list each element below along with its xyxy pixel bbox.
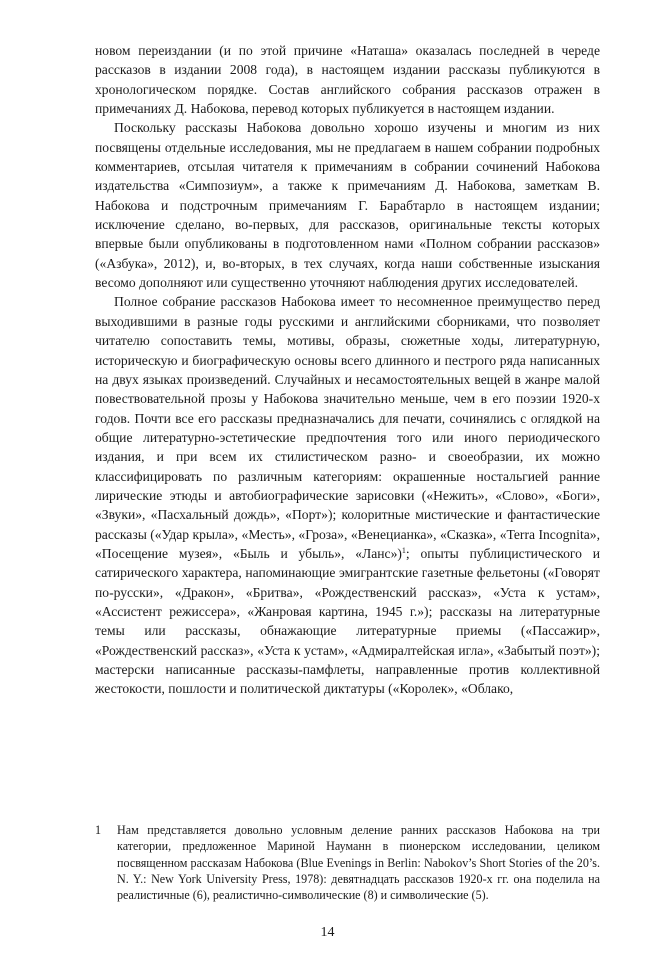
page-number: 14: [320, 925, 335, 940]
footnote-reference[interactable]: 1: [401, 545, 406, 555]
main-text: [95, 41, 600, 699]
paragraph: новом переиздании (и по этой причине «Наташа» оказалась последней в череде рассказов в издании 2008 года), в настоящем издании рассказы публикуются в хронологическом порядке. Состав английского собрания рассказов отражен в примечаниях Д. Набокова, перевод которых публикуется в настоящем издании.: [95, 43, 600, 117]
footnote-number: 1: [95, 823, 102, 837]
paragraph-text-continued: ; опыты публицистического и сатирического характера, напоминающие эмигрантские газетные фельетоны («Говорят по-русски», «Дракон», «Бритва», «Рождественский рассказ», «Уста к устам», «Ассистент режиссера», «Жанровая картина, 1945 г.»); рассказы на литературные темы или рассказы, обнажающие литературные приемы («Пассажир», «Рождественский рассказ», «Уста к устам», «Адмиралтейская игла», «Забытый поэт»); мастерски написанные рассказы-памфлеты, направленные против коллективной жестокости, пошлости и политической диктатуры («Королек», «Облако,: [95, 545, 600, 697]
paragraph: [95, 292, 600, 698]
footnote-text: Нам представляется довольно условным деление ранних рассказов Набокова на три категории, предложенное Мариной Науманн в пионерском исследовании, целиком посвященном рассказам Набокова (Blue Evenings in Berlin: Nabokov’s Short Stories of the 20’s. N. Y.: New York University Press, 1978): девятнадцать рассказов 1920-х гг. она поделила на реалистичные (6), реалистично-символические (8) и символические (5).: [117, 823, 600, 903]
footnote: [95, 822, 600, 903]
paragraph: Поскольку рассказы Набокова довольно хорошо изучены и многим из них посвящены отдельные исследования, мы не предлагаем в нашем собрании подробных комментариев, отсылая читателя к примечаниям в собрании сочинений Набокова издательства «Симпозиум», а также к примечаниям Д. Набокова, заметкам В. Набокова и подстрочным примечаниям Г. Барабтарло в настоящем издании; исключение сделано, во-первых, для рассказов, оригинальные тексты которых впервые были опубликованы в подготовленном нами «Полном собрании рассказов» («Азбука», 2012), и, во-вторых, в тех случаях, когда наши собственные изыскания весомо дополняют или существенно уточняют наблюдения других исследователей.: [95, 120, 600, 291]
paragraph-text: Полное собрание рассказов Набокова имеет то несомненное преимущество перед выходившими в разные годы русскими и английскими сборниками, что позволяет читателю сопоставить темы, мотивы, образы, сюжетные ходы, литературную, историческую и биографическую основы всего длинного и пестрого ряда написанных на двух языках произведений. Случайных и несамостоятельных вещей в жанре малой повествовательной прозы у Набокова значительно меньше, чем в его поэзии 1920-х годов. Почти все его рассказы предназначались для печати, сочинялись с оглядкой на общие литературно-эстетические предпочтения того или иного периодического издания, и при всем их стилистическом разно- и своеобразии, их можно классифицировать по различным категориям: окрашенные ностальгией ранние лирические этюды и автобиографические зарисовки («Нежить», «Слово», «Боги», «Звуки», «Пасхальный дождь», «Порт»); колоритные мистические и фантастические рассказы («Удар крыла», «Месть», «Гроза», «Венецианка», «Сказка», «Terra Incognita», «Посещение музея», «Быль и убыль», «Ланс»): [95, 294, 600, 561]
